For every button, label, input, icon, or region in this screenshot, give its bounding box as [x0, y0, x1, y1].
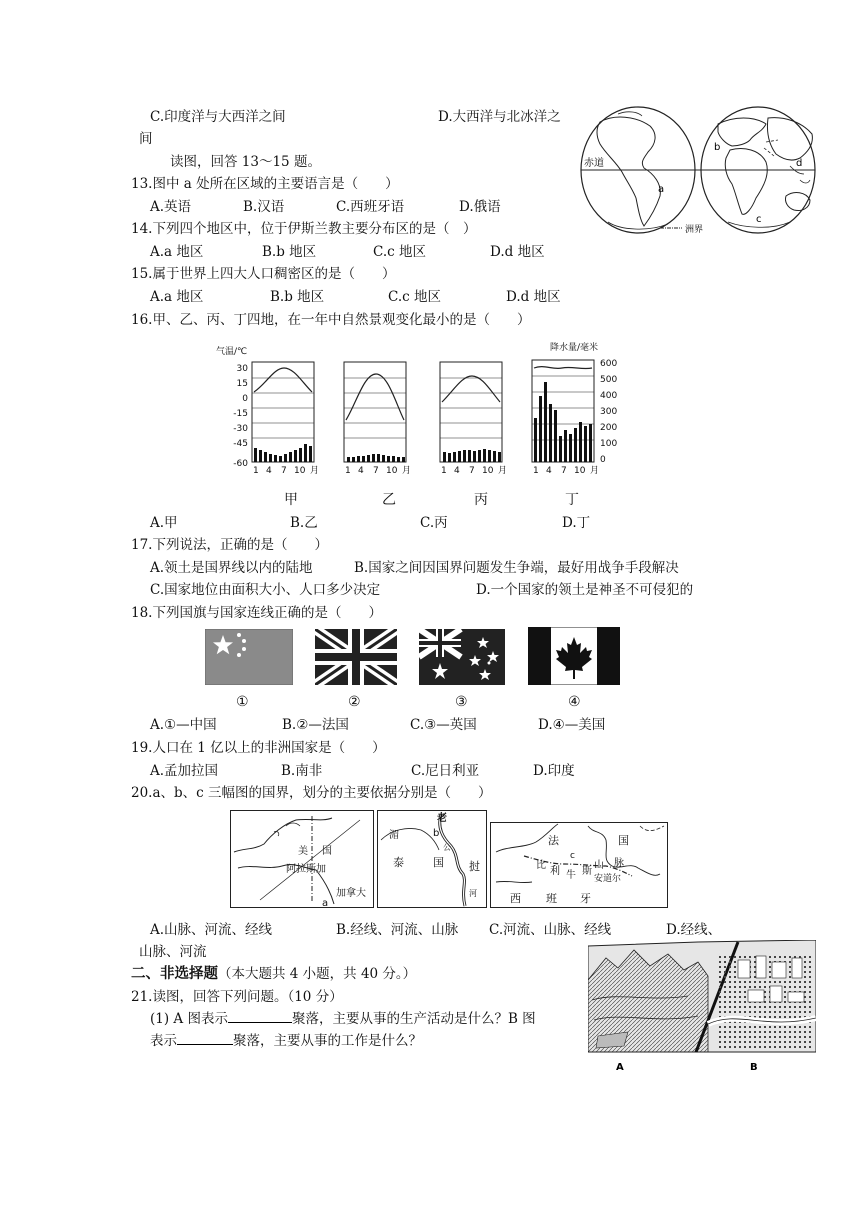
svg-text:月: 月 — [498, 466, 508, 476]
settlement-label-a: A — [616, 1062, 624, 1073]
q16-option-b: B.乙 — [290, 515, 318, 531]
svg-text:10: 10 — [482, 466, 494, 476]
svg-text:4: 4 — [546, 466, 552, 476]
q13-stem: 13.图中 a 处所在区域的主要语言是（ ） — [131, 176, 399, 192]
map-c-label-france-2: 国 — [618, 834, 629, 847]
map-b-label-thai-2: 国 — [433, 856, 444, 869]
q16-option-a: A.甲 — [150, 515, 178, 531]
svg-text:10: 10 — [574, 466, 586, 476]
q14-option-b: B.b 地区 — [262, 244, 317, 260]
settlement-label-b: B — [750, 1062, 758, 1073]
map-c-label-shan: 山 — [594, 860, 604, 871]
flag-uk — [315, 629, 397, 685]
q21-line-1 — [150, 1010, 536, 1028]
svg-text:4: 4 — [266, 466, 272, 476]
map-b-label-thai-1: 泰 — [393, 856, 404, 869]
q19-option-a: A.孟加拉国 — [150, 763, 219, 779]
map-b-label-gong: 公 — [443, 843, 451, 852]
map-b-label-laos: 老 — [437, 813, 447, 824]
map-c-label-mai: 脉 — [614, 858, 624, 869]
q21-line-1-a: (1) A 图表示 — [150, 1011, 228, 1027]
precip-tick: 300 — [600, 407, 618, 417]
q13-option-a: A.英语 — [150, 199, 192, 215]
precip-tick: 0 — [600, 455, 606, 465]
q20-stem: 20.a、b、c 三幅图的国界，划分的主要依据分别是（ ） — [131, 785, 492, 801]
q14-option-a: A.a 地区 — [150, 244, 204, 260]
svg-text:7: 7 — [561, 466, 567, 476]
precip-tick: 100 — [600, 439, 618, 449]
svg-text:10: 10 — [294, 466, 306, 476]
q19-stem: 19.人口在 1 亿以上的非洲国家是（ ） — [131, 740, 386, 756]
q21-blank-b[interactable] — [177, 1032, 233, 1045]
climate-chart-bing — [440, 362, 502, 462]
q21-stem: 21.读图，回答下列问题。（10 分） — [131, 989, 343, 1005]
q18-option-d: D.④—美国 — [538, 717, 606, 733]
precip-tick: 500 — [600, 375, 618, 385]
q15-option-d: D.d 地区 — [506, 289, 561, 305]
month-ticks-jia — [253, 465, 319, 476]
flag-label-3: ③ — [455, 694, 468, 710]
temp-tick: 15 — [236, 379, 248, 389]
map-c-label-xi: 西 — [510, 892, 521, 905]
map-a-label-canada: 加拿大 — [336, 888, 366, 899]
q17-option-d: D.一个国家的领土是神圣不可侵犯的 — [476, 582, 694, 598]
q17-stem: 17.下列说法，正确的是（ ） — [131, 537, 328, 553]
map-a-tag: a — [322, 898, 329, 908]
precip-tick: 400 — [600, 391, 618, 401]
q14-option-d: D.d 地区 — [490, 244, 545, 260]
q21-line-2-a: 表示 — [150, 1033, 177, 1049]
month-ticks-ding — [533, 465, 599, 476]
month-ticks-yi — [345, 465, 411, 476]
q15-option-b: B.b 地区 — [270, 289, 325, 305]
temp-tick: 30 — [236, 364, 248, 374]
map-b-label-liao: 挝 — [469, 860, 480, 873]
border-map-c — [490, 822, 668, 908]
q19-option-d: D.印度 — [533, 763, 575, 779]
q12-option-c: C.印度洋与大西洋之间 — [150, 109, 286, 125]
map-tag-d: d — [796, 158, 803, 169]
map-a-label-usa-2: 国 — [322, 846, 332, 857]
svg-text:1: 1 — [253, 466, 259, 476]
q19-option-c: C.尼日利亚 — [411, 763, 480, 779]
chart-name-ding: 丁 — [565, 492, 579, 508]
q21-blank-a[interactable] — [228, 1010, 292, 1023]
svg-text:1: 1 — [533, 466, 539, 476]
q20-option-d: D.经线、 — [666, 922, 722, 938]
q13-option-b: B.汉语 — [243, 199, 285, 215]
section-2-note: （本大题共 4 小题，共 40 分。） — [218, 966, 417, 982]
chart-name-bing: 丙 — [474, 492, 488, 508]
flag-label-4: ④ — [568, 694, 581, 710]
temp-axis-label: 气温/℃ — [216, 347, 248, 357]
temp-tick: -45 — [233, 439, 248, 449]
month-ticks-bing — [441, 465, 507, 476]
temp-tick: -30 — [233, 424, 248, 434]
svg-text:7: 7 — [281, 466, 287, 476]
flag-china — [205, 629, 293, 685]
map-c-label-li: 利 — [550, 866, 560, 877]
q16-option-d: D.丁 — [562, 515, 591, 531]
svg-text:4: 4 — [358, 466, 364, 476]
temp-tick: -60 — [233, 459, 248, 469]
q15-option-a: A.a 地区 — [150, 289, 204, 305]
map-c-label-si: 斯 — [582, 866, 592, 877]
temp-tick: 0 — [242, 394, 248, 404]
q20-option-b: B.经线、河流、山脉 — [336, 922, 459, 938]
precip-tick: 200 — [600, 423, 618, 433]
q21-line-1-b: 聚落，主要从事的生产活动是什么？B 图 — [291, 1011, 536, 1027]
q14-stem: 14.下列四个地区中，位于伊斯兰教主要分布区的是（ ） — [131, 221, 477, 237]
flag-australia — [419, 629, 505, 685]
q20-option-d-wrap: 山脉、河流 — [139, 944, 207, 960]
svg-text:1: 1 — [345, 466, 351, 476]
q20-option-c: C.河流、山脉、经线 — [489, 922, 612, 938]
q18-stem: 18.下列国旗与国家连线正确的是（ ） — [131, 605, 382, 621]
q17-option-b: B.国家之间因国界问题发生争端，最好用战争手段解决 — [354, 560, 679, 576]
q15-stem: 15.属于世界上四大人口稠密区的是（ ） — [131, 266, 396, 282]
map-a-label-alaska: 阿拉斯加 — [286, 864, 326, 875]
climate-chart-yi — [344, 362, 406, 462]
precip-axis-label: 降水量/毫米 — [550, 343, 599, 353]
border-map-a — [230, 810, 374, 908]
section-2-title: 二、非选择题 — [131, 966, 218, 982]
q13-option-c: C.西班牙语 — [336, 199, 405, 215]
q13-option-d: D.俄语 — [459, 199, 501, 215]
svg-text:7: 7 — [373, 466, 379, 476]
flag-label-2: ② — [348, 694, 361, 710]
svg-text:7: 7 — [469, 466, 475, 476]
map-b-label-he: 河 — [469, 889, 477, 898]
equator-label: 赤道 — [584, 158, 604, 169]
map-c-label-france-1: 法 — [548, 834, 559, 847]
precip-tick: 600 — [600, 359, 618, 369]
q18-option-c: C.③—英国 — [410, 717, 477, 733]
section-2-heading — [131, 965, 416, 983]
q21-line-2 — [150, 1032, 422, 1050]
svg-text:1: 1 — [441, 466, 447, 476]
q14-option-c: C.c 地区 — [373, 244, 426, 260]
q15-option-c: C.c 地区 — [388, 289, 441, 305]
climate-chart-jia — [252, 362, 314, 462]
q16-option-c: C.丙 — [420, 515, 448, 531]
q17-option-c: C.国家地位由面积大小、人口多少决定 — [150, 582, 381, 598]
map-c-label-bi: 比 — [536, 860, 546, 871]
svg-text:月: 月 — [590, 466, 600, 476]
map-c-label-niu: 牛 — [566, 870, 576, 881]
map-c-label-ban: 班 — [546, 892, 557, 905]
q21-line-2-b: 聚落，主要从事的工作是什么？ — [233, 1033, 422, 1049]
map-a-label-usa-1: 美 — [298, 846, 308, 857]
q18-option-a: A.①—中国 — [150, 717, 217, 733]
q17-option-a: A.领土是国界线以内的陆地 — [150, 560, 313, 576]
climate-charts — [196, 338, 636, 478]
svg-text:10: 10 — [386, 466, 398, 476]
q20-option-a: A.山脉、河流、经线 — [150, 922, 273, 938]
q12-option-d-wrap: 间 — [139, 131, 153, 147]
intro-13-15: 读图，回答 13～15 题。 — [170, 154, 321, 170]
svg-text:月: 月 — [402, 466, 412, 476]
map-c-label-ya: 牙 — [580, 892, 591, 905]
world-map — [578, 104, 826, 238]
border-map-b — [377, 810, 487, 908]
flag-canada — [528, 627, 620, 685]
map-b-tag: b — [433, 828, 440, 839]
map-c-tag: c — [570, 851, 575, 861]
q19-option-b: B.南非 — [281, 763, 323, 779]
map-b-label-mekong: 湄 — [389, 830, 399, 841]
map-tag-c: c — [756, 214, 762, 225]
q18-option-b: B.②—法国 — [282, 717, 349, 733]
map-c-label-andorra: 安道尔 — [594, 874, 622, 884]
settlement-illustration — [588, 940, 816, 1074]
temp-tick: -15 — [233, 409, 248, 419]
chart-name-yi: 乙 — [382, 492, 396, 508]
svg-text:月: 月 — [310, 466, 320, 476]
svg-text:4: 4 — [454, 466, 460, 476]
map-tag-a: a — [658, 184, 665, 195]
map-tag-b: b — [714, 142, 721, 153]
q12-option-d: D.大西洋与北冰洋之 — [438, 109, 561, 125]
flag-label-1: ① — [236, 694, 249, 710]
climate-chart-ding — [532, 360, 594, 462]
q16-stem: 16.甲、乙、丙、丁四地，在一年中自然景观变化最小的是（ ） — [131, 312, 531, 328]
chart-name-jia: 甲 — [284, 492, 298, 508]
legend-label: 洲界 — [685, 225, 704, 235]
